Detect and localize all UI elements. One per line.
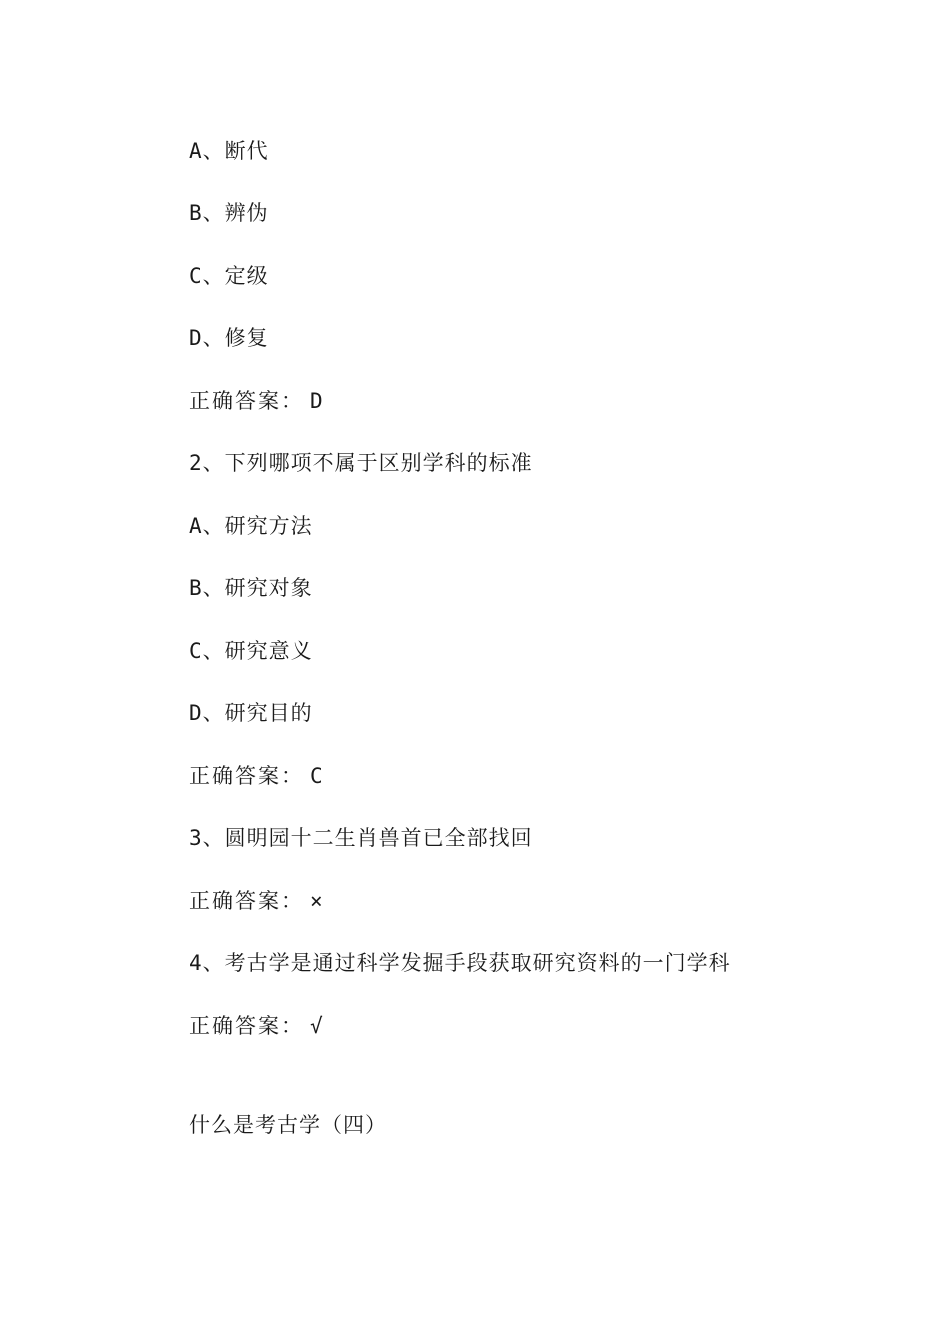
answer-label: 正确答案： — [189, 889, 304, 913]
answer-value: √ — [310, 1014, 324, 1038]
answer-label: 正确答案： — [189, 1014, 304, 1038]
answer-value: D — [310, 389, 324, 413]
section-title: 什么是考古学（四） — [189, 1113, 387, 1137]
q1-option-b: B、辨伪 — [189, 201, 269, 225]
q2-answer — [189, 763, 324, 789]
q3-answer — [189, 888, 324, 914]
q3-question: 3、圆明园十二生肖兽首已全部找回 — [189, 826, 533, 850]
q4-answer — [189, 1013, 324, 1039]
q2-option-d: D、研究目的 — [189, 701, 313, 725]
answer-value: × — [310, 889, 324, 913]
answer-value: C — [310, 764, 324, 788]
answer-label: 正确答案： — [189, 389, 304, 413]
q2-option-b: B、研究对象 — [189, 576, 313, 600]
q2-option-c: C、研究意义 — [189, 639, 313, 663]
q1-option-d: D、修复 — [189, 326, 269, 350]
q1-option-a: A、断代 — [189, 139, 269, 163]
answer-label: 正确答案： — [189, 764, 304, 788]
q1-option-c: C、定级 — [189, 264, 269, 288]
q1-answer — [189, 388, 324, 414]
q2-question: 2、下列哪项不属于区别学科的标准 — [189, 451, 533, 475]
q4-question: 4、考古学是通过科学发掘手段获取研究资料的一门学科 — [189, 951, 731, 975]
q2-option-a: A、研究方法 — [189, 514, 313, 538]
